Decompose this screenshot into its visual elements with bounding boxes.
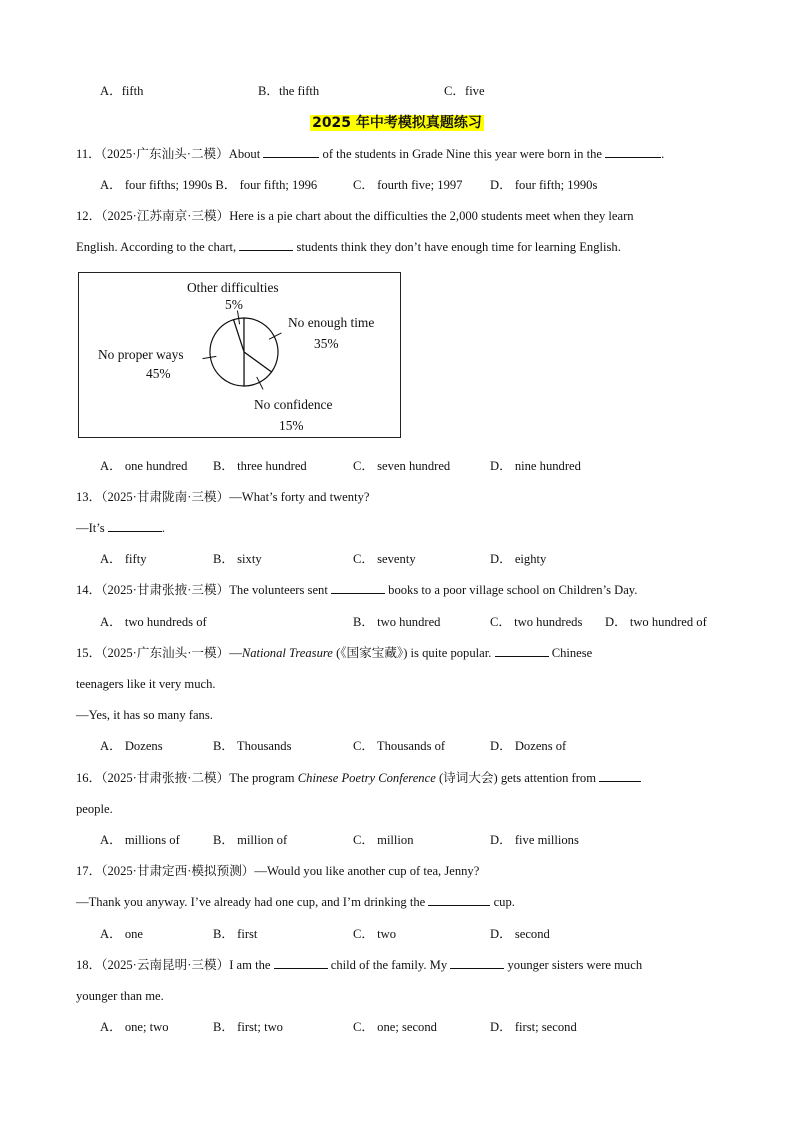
q16-option-a: A． millions of bbox=[100, 833, 180, 847]
q15-option-d: D． Dozens of bbox=[490, 739, 567, 753]
question-16-line2: people. bbox=[76, 802, 113, 816]
question-16-line1: 16．（2025·甘肃张掖·二模）The program Chinese Poetry Conference (诗词大会) gets attention from bbox=[76, 769, 641, 787]
slice-value-no-proper-ways: 45% bbox=[146, 366, 171, 381]
question-13-line1: 13．（2025·甘肃陇南·三模）—What’s forty and twenty? bbox=[76, 490, 370, 504]
question-12-line2: English. According to the chart, students think they don’t have enough time for learning English. bbox=[76, 240, 621, 254]
q18-option-d: D． first; second bbox=[490, 1020, 577, 1034]
question-18-line1: 18．（2025·云南昆明·三模）I am the child of the family. My younger sisters were much bbox=[76, 958, 643, 972]
q17-option-d: D． second bbox=[490, 927, 550, 941]
q18-option-c: C． one; second bbox=[353, 1020, 437, 1034]
q12-option-a: A． one hundred bbox=[100, 459, 188, 473]
q15-option-c: C． Thousands of bbox=[353, 739, 446, 753]
q12-option-b: B． three hundred bbox=[213, 459, 307, 473]
q16-option-b: B． million of bbox=[213, 833, 288, 847]
slice-label-other: Other difficulties bbox=[187, 280, 279, 295]
section-title: 2025 年中考模拟真题练习 bbox=[312, 115, 482, 131]
question-15-line3: —Yes, it has so many fans. bbox=[76, 708, 213, 722]
question-17-line2: —Thank you anyway. I’ve already had one cup, and I’m drinking the cup. bbox=[76, 895, 515, 909]
question-14-stem: 14．（2025·甘肃张掖·三模）The volunteers sent books to a poor village school on Children’s Day. bbox=[76, 583, 638, 597]
q12-option-d: D． nine hundred bbox=[490, 459, 581, 473]
q10-option-c: C．five bbox=[444, 84, 485, 98]
question-18-line2: younger than me. bbox=[76, 989, 164, 1003]
q17-option-b: B． first bbox=[213, 927, 258, 941]
q14-option-a: A． two hundreds of bbox=[100, 615, 207, 629]
slice-label-no-confidence: No confidence bbox=[254, 397, 333, 412]
q13-option-d: D． eighty bbox=[490, 552, 547, 566]
slice-label-no-enough-time: No enough time bbox=[288, 315, 375, 330]
slice-value-no-enough-time: 35% bbox=[314, 336, 339, 351]
q17-option-c: C． two bbox=[353, 927, 397, 941]
q11-option-ab: A． four fifths; 1990s B． four fifth; 1996 bbox=[100, 178, 318, 192]
q17-option-a: A． one bbox=[100, 927, 144, 941]
question-15-line2: teenagers like it very much. bbox=[76, 677, 216, 691]
q16-option-c: C． million bbox=[353, 833, 414, 847]
question-13-line2: —It’s . bbox=[76, 521, 165, 535]
q14-option-c: C． two hundreds bbox=[490, 615, 583, 629]
pie-chart-box bbox=[78, 272, 401, 438]
q18-option-b: B． first; two bbox=[213, 1020, 283, 1034]
q11-option-c: C． fourth five; 1997 bbox=[353, 178, 463, 192]
question-12-line1: 12．（2025·江苏南京·三模）Here is a pie chart about the difficulties the 2,000 students meet when they learn bbox=[76, 209, 634, 223]
q18-option-a: A． one; two bbox=[100, 1020, 169, 1034]
q12-option-c: C． seven hundred bbox=[353, 459, 451, 473]
question-17-line1: 17．（2025·甘肃定西·模拟预测）—Would you like another cup of tea, Jenny? bbox=[76, 864, 480, 878]
q11-option-d: D． four fifth; 1990s bbox=[490, 178, 598, 192]
q10-option-a: A．fifth bbox=[100, 84, 144, 98]
question-15-line1: 15．（2025·广东汕头·一模）—National Treasure (《国家宝藏》) is quite popular. Chinese bbox=[76, 646, 593, 660]
q14-option-b: B． two hundred bbox=[353, 615, 441, 629]
q13-option-b: B． sixty bbox=[213, 552, 262, 566]
slice-value-no-confidence: 15% bbox=[279, 418, 304, 433]
q15-option-b: B． Thousands bbox=[213, 739, 292, 753]
slice-label-no-proper-ways: No proper ways bbox=[98, 347, 184, 362]
q13-option-a: A． fifty bbox=[100, 552, 147, 566]
q15-option-a: A． Dozens bbox=[100, 739, 163, 753]
slice-value-other: 5% bbox=[225, 297, 243, 312]
q13-option-c: C． seventy bbox=[353, 552, 416, 566]
q16-option-d: D． five millions bbox=[490, 833, 579, 847]
question-11-stem: 11．（2025·广东汕头·二模）About of the students in Grade Nine this year were born in the . bbox=[76, 147, 665, 161]
q14-option-d: D． two hundred of bbox=[605, 615, 707, 629]
q10-option-b: B．the fifth bbox=[258, 84, 320, 98]
